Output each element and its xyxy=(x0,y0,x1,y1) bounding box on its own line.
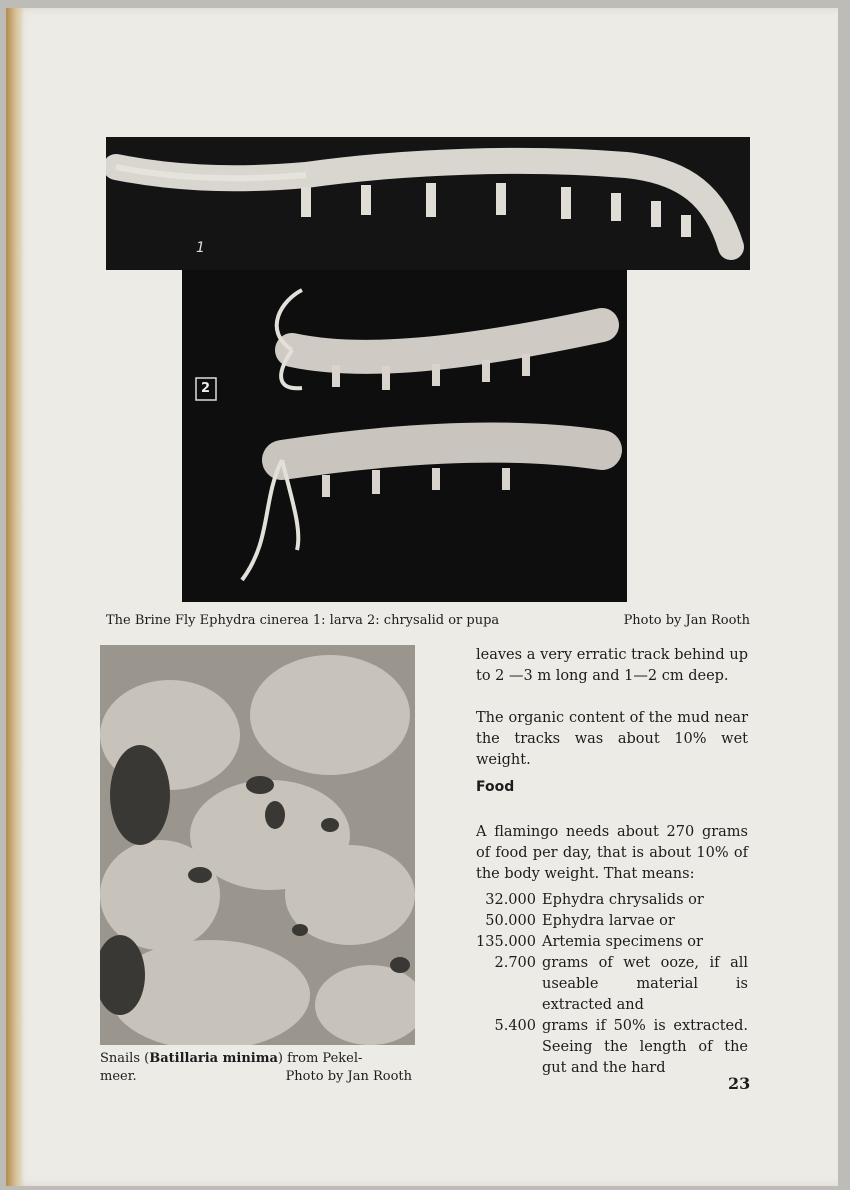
snails-species-name: Batillaria minima xyxy=(149,1051,278,1066)
food-paragraph: A flamingo needs about 270 grams of food per day, that is about 10% of the body weight. That means: xyxy=(476,824,748,882)
snails-caption-line1: Snails (Batillaria minima) from Pekel- xyxy=(100,1051,363,1066)
pupa-photo xyxy=(182,270,627,602)
list-item: 50.000 Ephydra larvae or xyxy=(485,913,675,929)
book-spine xyxy=(6,8,24,1186)
brine-fly-caption xyxy=(106,612,750,630)
photo-label-2: 2 xyxy=(201,381,211,396)
snails-caption-line2: meer. Photo by Jan Rooth xyxy=(100,1069,412,1084)
list-item: 2.700 grams of wet ooze, if all useable material is extracted and xyxy=(494,955,748,1013)
food-requirements-list xyxy=(476,890,748,1079)
snails-photo-credit: Photo by Jan Rooth xyxy=(285,1069,412,1084)
brine-fly-caption-text: The Brine Fly Ephydra cinerea 1: larva 2: chrysalid or pupa xyxy=(106,613,500,628)
list-item: 5.400 grams if 50% is extracted. Seeing the length of the gut and the hard xyxy=(494,1018,748,1076)
organic-content-paragraph: The organic content of the mud near the tracks was about 10% wet weight. xyxy=(476,710,748,768)
list-item: 32.000 Ephydra chrysalids or xyxy=(485,892,704,908)
intro-paragraph: leaves a very erratic track behind up to 2 —3 m long and 1—2 cm deep. xyxy=(476,647,748,684)
page-number: 23 xyxy=(728,1074,751,1093)
snails-photo xyxy=(100,645,415,1045)
snails-caption xyxy=(100,1050,412,1086)
food-heading: Food xyxy=(476,779,515,795)
brine-fly-photo-credit: Photo by Jan Rooth xyxy=(623,613,750,628)
list-item: 135.000 Artemia specimens or xyxy=(476,934,703,950)
photo-label-1: 1 xyxy=(196,240,205,256)
